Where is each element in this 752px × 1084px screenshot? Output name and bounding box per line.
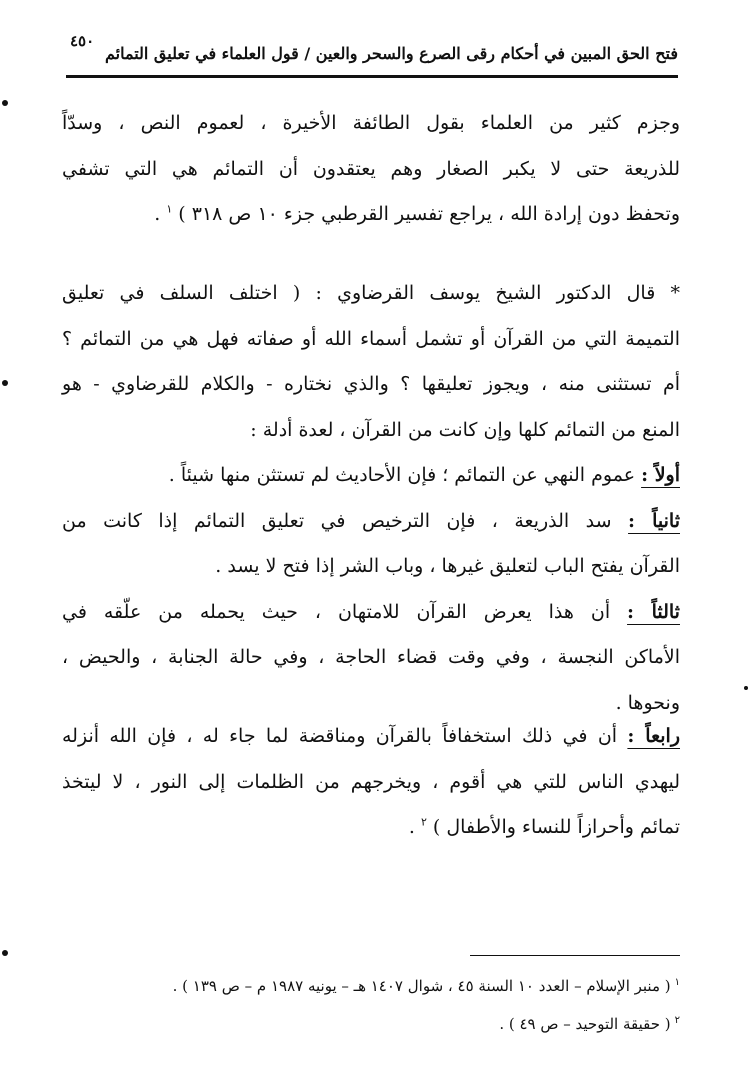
footnote-rule [470, 955, 680, 956]
paragraph-point-four [62, 714, 680, 851]
point-lead: ثالثاً : [627, 600, 680, 623]
running-title: فتح الحق المبين في أحكام رقى الصرع والسحر والعين / قول العلماء في تعليق التمائم [104, 44, 678, 63]
scan-dot-mark [2, 100, 8, 106]
text-line: ليهدي الناس للتي هي أقوم ، ويخرجهم من الظلمات إلى النور ، لا ليتخذ [62, 770, 680, 793]
scan-dot-mark [2, 380, 8, 386]
footnote-number: ٢ [674, 1015, 680, 1026]
text-line: تمائم وأحرازاً للنساء والأطفال ) $^٢$ . [408, 815, 680, 838]
paragraph-closing-quote [62, 101, 680, 238]
footnote-1: $^١$( منبر الإسلام – العدد ١٠ السنة ٤٥ ، شوال ١٤٠٧ هـ – يونيه ١٩٨٧ م – ص ١٣٩ ) . [172, 977, 680, 995]
footnote-number: ١ [674, 977, 680, 988]
footnote-ref-1[interactable]: ١ [166, 202, 173, 216]
footnote-2: $^٢$( حقيقة التوحيد – ص ٤٩ ) . [499, 1015, 680, 1033]
paragraph-qaradawi-quote [62, 271, 680, 726]
text-line: الأماكن النجسة ، وفي وقت قضاء الحاجة ، وفي حالة الجنابة ، والحيض ، [62, 646, 680, 668]
header-rule [66, 75, 678, 78]
footnote-ref-2[interactable]: ٢ [420, 815, 427, 829]
text-line: للذريعة حتى لا يكبر الصغار وهم يعتقدون أن التمائم هي التي تشفي [62, 157, 680, 180]
text-line: المنع من التمائم كلها وإن كانت من القرآن ، لعدة أدلة : [250, 418, 680, 441]
scan-dot-mark [744, 686, 748, 690]
point-lead: ثانياً : [628, 509, 680, 532]
point-third: ثالثاً : أن هذا يعرض القرآن للامتهان ، حيث يحمله من علّقه في [62, 600, 680, 623]
scan-dot-mark [2, 950, 8, 956]
text-line: * قال الدكتور الشيخ يوسف القرضاوي : ( اختلف السلف في تعليق [62, 282, 680, 304]
text-line: وتحفظ دون إرادة الله ، يراجع تفسير القرطبي جزء ١٠ ص ٣١٨ ) $^١$ . [154, 202, 680, 225]
page-header [66, 30, 678, 76]
point-lead: رابعاً : [627, 725, 680, 747]
footnotes [62, 967, 680, 1043]
text-line: وجزم كثير من العلماء بقول الطائفة الأخيرة ، لعموم النص ، وسدّاً [62, 112, 680, 134]
text-line: أم تستثنى منه ، ويجوز تعليقها ؟ والذي نختاره - والكلام للقرضاوي - هو [62, 373, 680, 395]
point-first: أولاً : عموم النهي عن التمائم ؛ فإن الأحاديث لم تستثن منها شيئاً . [168, 464, 680, 486]
page-number: ٤٥٠ [70, 32, 95, 50]
point-second: ثانياً : سد الذريعة ، فإن الترخيص في تعليق التمائم إذا كانت من [62, 509, 680, 532]
point-lead: أولاً : [641, 464, 680, 486]
text-line: ونحوها . [615, 691, 680, 714]
text-line: القرآن يفتح الباب لتعليق غيرها ، وباب الشر إذا فتح لا يسد . [215, 555, 680, 577]
point-fourth: رابعاً : أن في ذلك استخفافاً بالقرآن ومناقضة لما جاء له ، فإن الله أنزله [62, 725, 680, 747]
text-line: التميمة التي من القرآن أو تشمل أسماء الله أو صفاته فهل هي من التمائم ؟ [62, 327, 680, 350]
